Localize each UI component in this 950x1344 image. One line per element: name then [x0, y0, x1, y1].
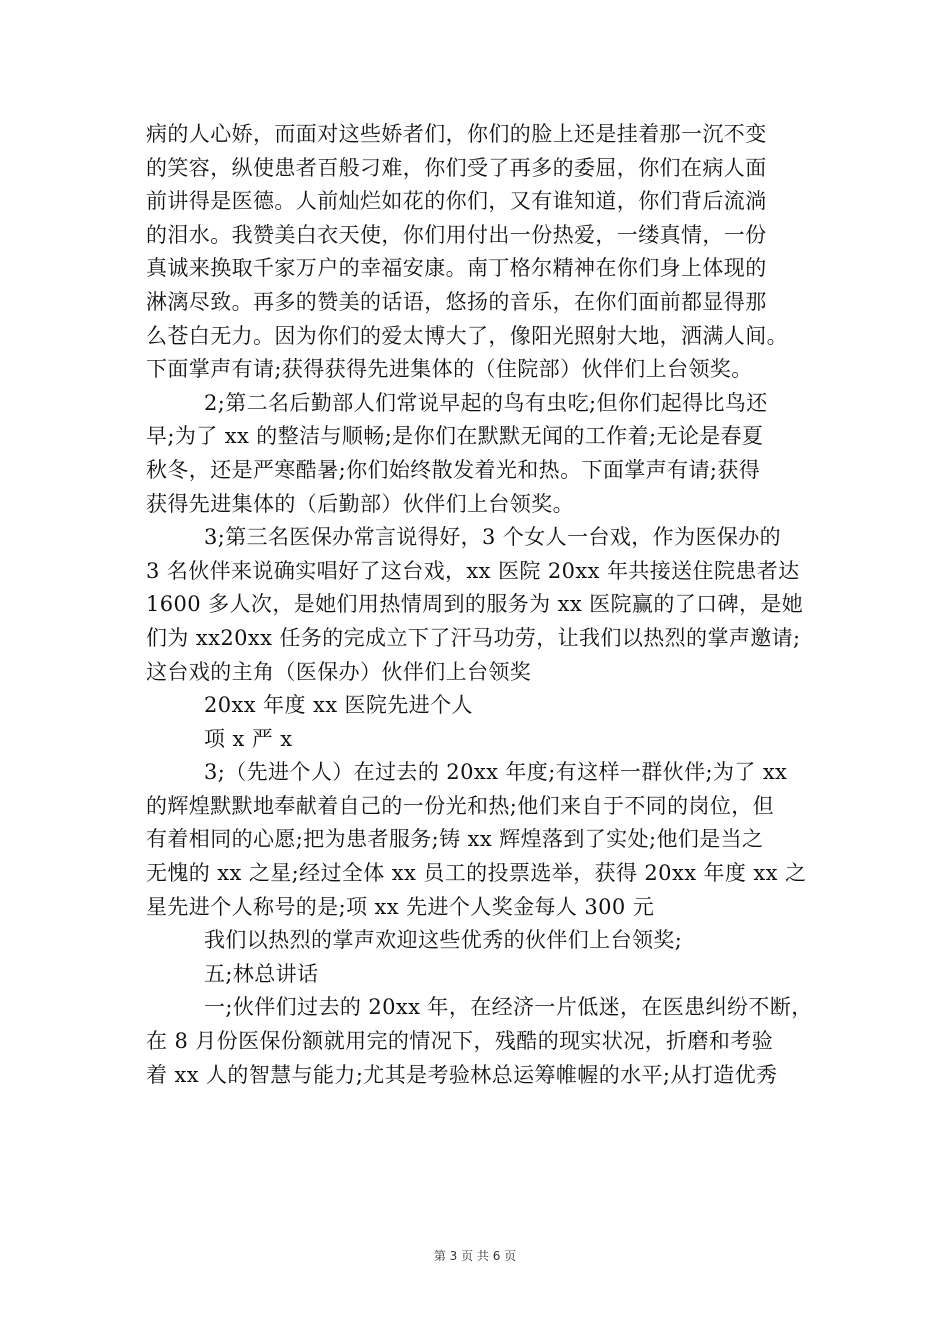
paragraph-start-line: 3;第三名医保办常言说得好，3 个女人一台戏，作为医保办的 [204, 525, 782, 550]
text-line: 淋漓尽致。再多的赞美的话语，悠扬的音乐，在你们面前都显得那 [146, 289, 767, 314]
awardee-name: 项 x 严 x [204, 726, 293, 751]
section-heading: 20xx 年度 xx 医院先进个人 [204, 693, 473, 718]
text-line: 在 8 月份医保份额就用完的情况下，残酷的现实状况，折磨和考验 [146, 1029, 774, 1054]
text-line: 的笑容，纵使患者百般刁难，你们受了再多的委屈，你们在病人面 [146, 155, 767, 180]
paragraph-start-line: 2;第二名后勤部人们常说早起的鸟有虫吃;但你们起得比鸟还 [204, 390, 768, 415]
paragraph-start-line: 一;伙伴们过去的 20xx 年，在经济一片低迷，在医患纠纷不断， [204, 995, 813, 1020]
text-line: 的辉煌默默地奉献着自己的一份光和热;他们来自于不同的岗位，但 [146, 793, 775, 818]
paragraph-start-line: 3;（先进个人）在过去的 20xx 年度;有这样一群伙伴;为了 xx [204, 760, 788, 785]
text-line: 前讲得是医德。人前灿烂如花的你们，又有谁知道，你们背后流淌 [146, 189, 767, 214]
text-line: 早;为了 xx 的整洁与顺畅;是你们在默默无闻的工作着;无论是春夏 [146, 424, 764, 449]
text-line: 下面掌声有请;获得获得先进集体的（住院部）伙伴们上台领奖。 [146, 357, 753, 382]
text-line: 的泪水。我赞美白衣天使，你们用付出一份热爱，一缕真情，一份 [146, 222, 767, 247]
text-line: 有着相同的心愿;把为患者服务;铸 xx 辉煌落到了实处;他们是当之 [146, 827, 764, 852]
text-line: 么苍白无力。因为你们的爱太博大了，像阳光照射大地，洒满人间。 [146, 323, 788, 348]
page-number-footer: 第 3 页 共 6 页 [433, 1249, 517, 1263]
paragraph-start-line: 我们以热烈的掌声欢迎这些优秀的伙伴们上台领奖; [204, 928, 683, 953]
text-line: 病的人心娇，而面对这些娇者们，你们的脸上还是挂着那一沉不变 [146, 122, 767, 146]
document-body [146, 118, 826, 1092]
text-line: 这台戏的主角（医保办）伙伴们上台领奖 [146, 659, 532, 684]
text-line: 1600 多人次，是她们用热情周到的服务为 xx 医院赢的了口碑，是她 [146, 592, 804, 617]
text-line: 3 名伙伴来说确实唱好了这台戏，xx 医院 20xx 年共接送住院患者达 [146, 558, 800, 583]
text-line: 星先进个人称号的是;项 xx 先进个人奖金每人 300 元 [146, 894, 655, 919]
text-line: 秋冬，还是严寒酷暑;你们始终散发着光和热。下面掌声有请;获得 [146, 457, 761, 482]
text-line: 获得先进集体的（后勤部）伙伴们上台领奖。 [146, 491, 574, 516]
text-line: 们为 xx20xx 任务的完成立下了汗马功劳，让我们以热烈的掌声邀请; [146, 625, 801, 650]
text-line: 真诚来换取千家万户的幸福安康。南丁格尔精神在你们身上体现的 [146, 256, 767, 281]
text-line: 无愧的 xx 之星;经过全体 xx 员工的投票选举，获得 20xx 年度 xx 之 [146, 861, 807, 886]
text-line: 着 xx 人的智慧与能力;尤其是考验林总运筹帷幄的水平;从打造优秀 [146, 1062, 778, 1087]
section-heading: 五;林总讲话 [204, 961, 319, 986]
